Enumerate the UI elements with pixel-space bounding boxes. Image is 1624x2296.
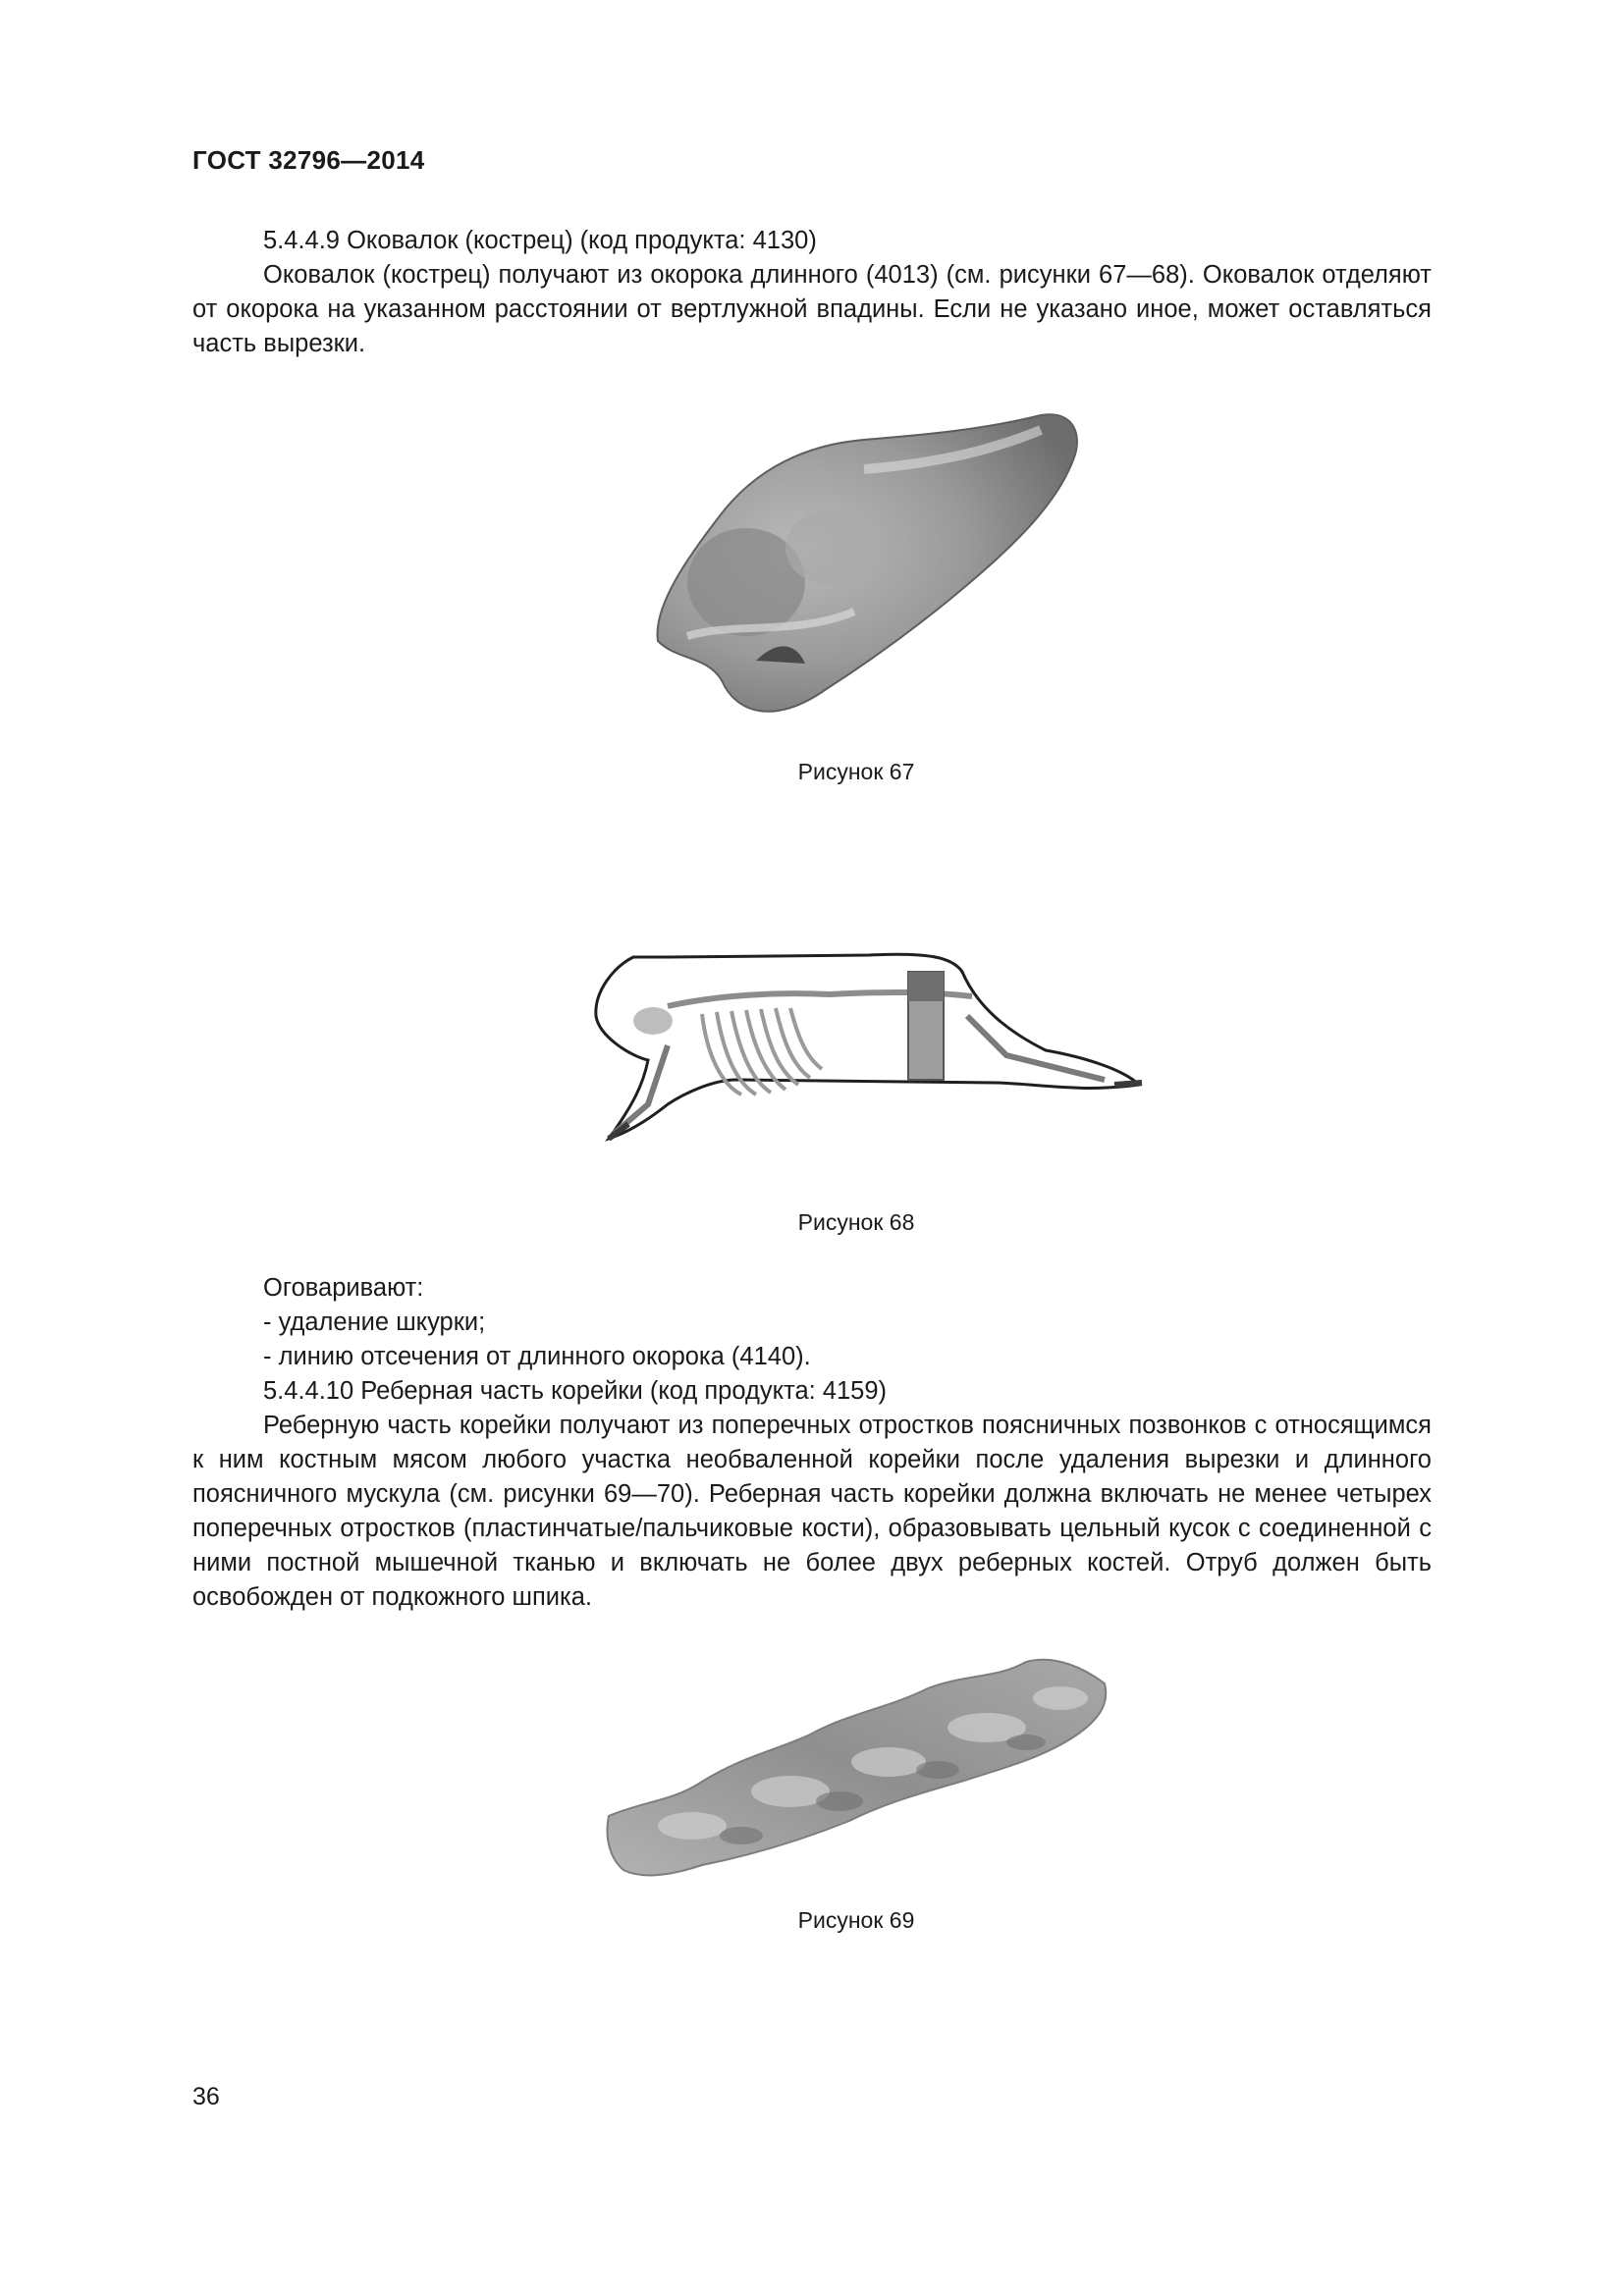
section-4159-paragraph: Реберную часть корейки получают из поперечных отростков поясничных позвонков с относящимся к ним костным мясом любого участка необваленной корейки после удаления вырезки и длинного поясничного мускула (см. рисунки 69—70). Реберная часть корейки должна включать не менее четырех поперечных отростков (пластинчатые/пальчиковые кости), образовывать цельный кусок с соединенной с ними постной мышечной тканью и включать не более двух реберных костей. Отруб должен быть освобожден от подкожного шпика.	[192, 1412, 1432, 1611]
section-4159-title: 5.4.4.10 Реберная часть корейки (код продукта: 4159)	[263, 1377, 888, 1405]
figure-69-image	[604, 1654, 1110, 1895]
document-header: ГОСТ 32796—2014	[192, 145, 425, 175]
agreement-item-1: - удаление шкурки;	[263, 1308, 486, 1336]
agreement-item-2: - линию отсечения от длинного окорока (4140).	[263, 1343, 811, 1370]
section-4159	[192, 1271, 1432, 1615]
figure-67-image	[628, 410, 1090, 734]
section-4130-paragraph: Оковалок (кострец) получают из окорока длинного (4013) (см. рисунки 67—68). Оковалок отделяют от окорока на указанном расстоянии от вертлужной впадины. Если не указано иное, может оставляться часть вырезки.	[192, 261, 1432, 357]
figure-69-caption: Рисунок 69	[797, 1907, 915, 1933]
figure-68-caption: Рисунок 68	[797, 1209, 915, 1235]
section-4130-title: 5.4.4.9 Оковалок (кострец) (код продукта: 4130)	[263, 227, 817, 254]
agreements-intro: Оговаривают:	[263, 1274, 424, 1302]
figure-67-caption: Рисунок 67	[797, 759, 915, 784]
page-number: 36	[192, 2083, 220, 2110]
section-4130	[192, 224, 1432, 361]
figure-68-diagram	[574, 937, 1144, 1158]
